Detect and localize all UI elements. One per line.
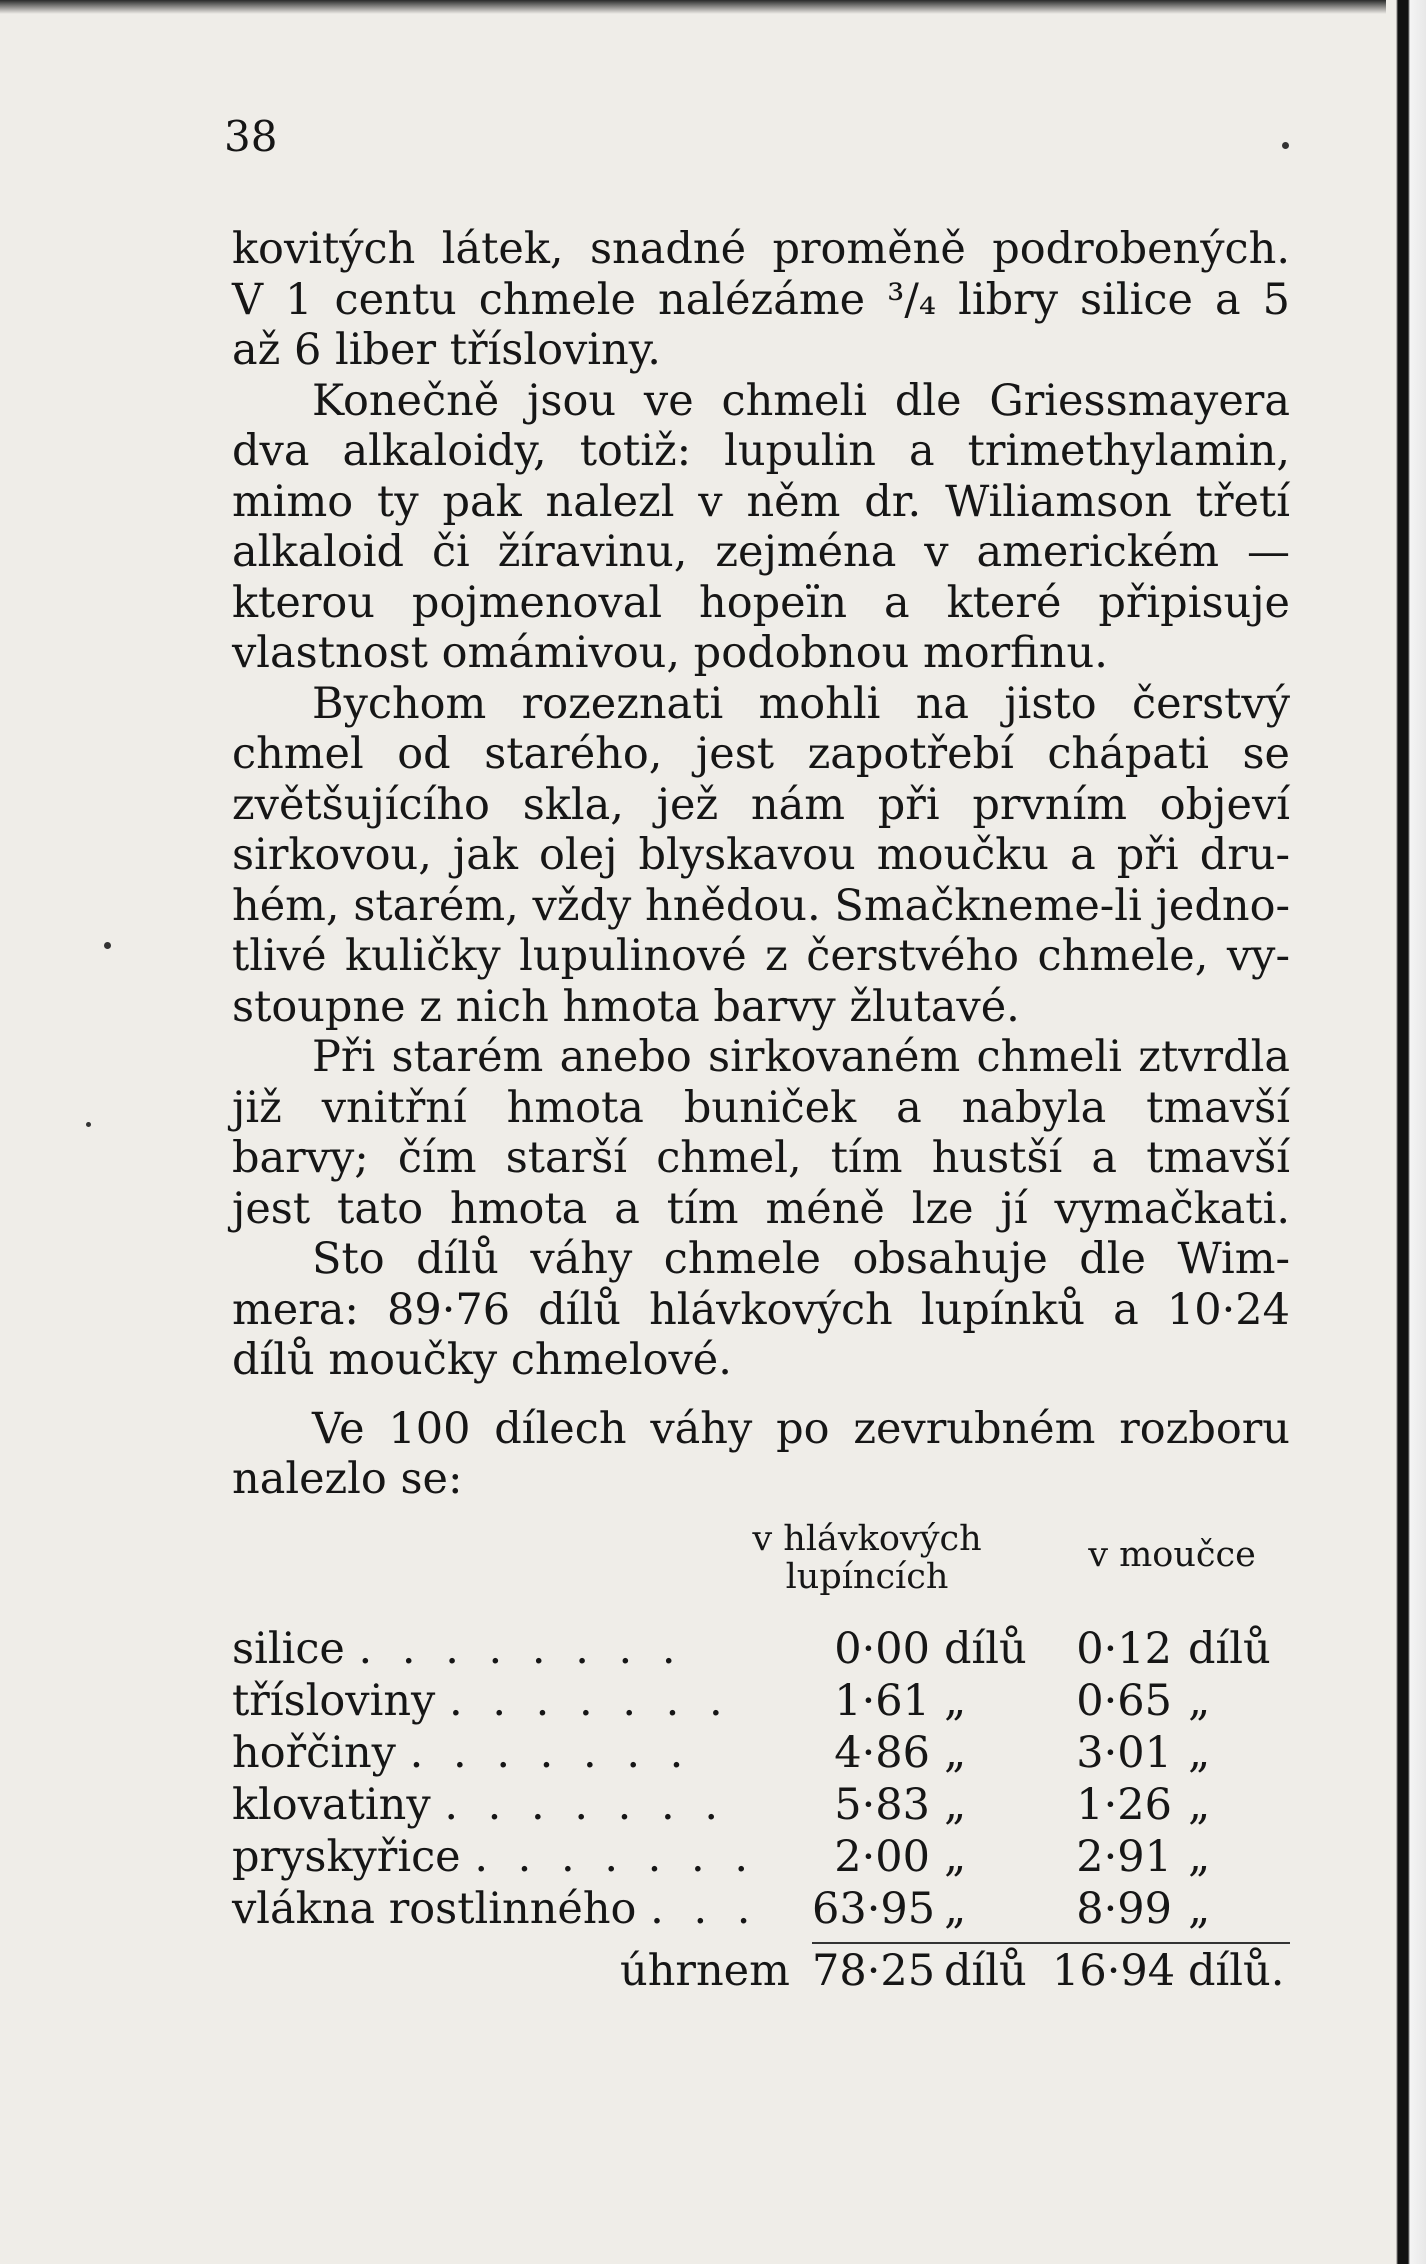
text-line: Ve 100 dílech váhy po zevrubném rozboru [312,1403,1290,1454]
scan-speck [86,1122,91,1127]
table-row: vlákna rostlinného . . . 63·95 „ 8·99 „ [232,1884,1211,1934]
text-line: V 1 centu chmele nalézáme ³/₄ libry silice a 5 [232,274,1290,325]
text-line: Bychom rozeznati mohli na jisto čerstvý [312,678,1290,729]
table-row: silice . . . . . . . . 0·00 dílů 0·12 dílů [232,1624,1271,1674]
total-row: úhrnem 78·25 dílů 16·94 dílů. [620,1946,1285,1996]
text-line: Při starém anebo sirkovaném chmeli ztvrdla [312,1032,1290,1082]
table-row: třísloviny . . . . . . . 1·61 „ 0·65 „ [232,1676,1211,1726]
text-line: vlastnost omámivou, podobnou morfinu. [232,628,1108,678]
text-line: nalezlo se: [232,1454,463,1504]
col-header-moucka: v moučce [1088,1535,1256,1575]
text-line: sirkovou, jak olej blyskavou moučku a při dru- [232,830,1290,880]
text-line: jest tato hmota a tím méně lze jí vymačkati. [232,1183,1290,1234]
body-text [232,224,1290,1505]
text-line: barvy; čím starší chmel, tím hustší a tmavší [232,1133,1290,1183]
text-line: hém, starém, vždy hnědou. Smačkneme-li jedno- [232,880,1290,931]
table-row: hořčiny . . . . . . . 4·86 „ 3·01 „ [232,1728,1211,1778]
text-line: mimo ty pak nalezl v něm dr. Wiliamson třetí [232,476,1290,527]
text-line: mera: 89·76 dílů hlávkových lupínků a 10·24 [232,1284,1290,1335]
text-line: alkaloid či žíravinu, zejména v americkém — [232,527,1290,577]
scan-speck [104,942,111,949]
table-row: pryskyřice . . . . . . . 2·00 „ 2·91 „ [232,1832,1211,1882]
text-line: až 6 liber třísloviny. [232,325,661,375]
text-line: dva alkaloidy, totiž: lupulin a trimethylamin, [232,426,1290,476]
text-line: Sto dílů váhy chmele obsahuje dle Wim- [312,1234,1290,1284]
text-line: zvětšujícího skla, jež nám při prvním objeví [232,779,1290,830]
text-line: chmel od starého, jest zapotřebí chápati se [232,729,1290,779]
total-rule [812,1942,1290,1944]
text-line: dílů moučky chmelové. [232,1335,732,1385]
scan-speck [1282,142,1289,149]
text-line: kterou pojmenoval hopeïn a které připisuje [232,577,1290,628]
page-number: 38 [224,112,278,161]
text-line: tlivé kuličky lupulinové z čerstvého chmele, vy- [232,931,1290,981]
col-header-lupinky: v hlávkových lupíncích [752,1519,982,1597]
table-row: klovatiny . . . . . . . 5·83 „ 1·26 „ [232,1780,1211,1830]
text-line: Konečně jsou ve chmeli dle Griessmayera [312,375,1290,426]
text-line: stoupne z nich hmota barvy žlutavé. [232,981,1020,1032]
text-line: již vnitřní hmota buniček a nabyla tmavší [232,1082,1290,1133]
text-line: kovitých látek, snadné proměně podrobených. [232,224,1290,274]
